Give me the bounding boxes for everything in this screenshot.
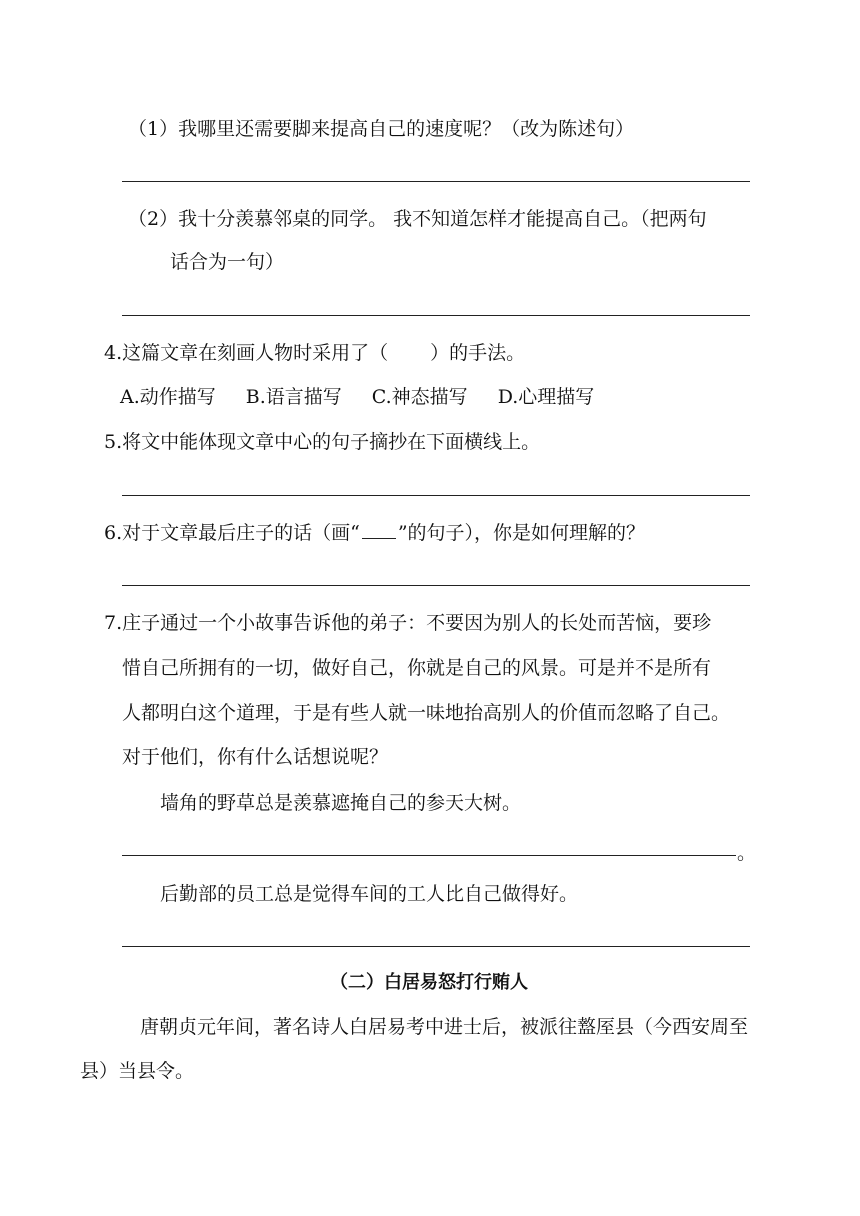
q7-prompt1: 墙角的野草总是羡慕遮掩自己的参天大树。 [160,792,522,814]
answer-line-q7-2 [122,946,750,947]
answer-line-q3-1 [122,181,750,182]
q7-text-line1: 7.庄子通过一个小故事告诉他的弟子：不要因为别人的长处而苦恼，要珍 [104,612,712,634]
q4-stem [104,340,525,366]
q4-option-c: C.神态描写 [371,386,468,408]
q7-prompt2: 后勤部的员工总是觉得车间的工人比自己做得好。 [160,883,579,905]
q4-option-b: B.语言描写 [245,386,342,408]
q4-option-a: A.动作描写 [120,386,216,408]
q5-stem: 5.将文中能体现文章中心的句子摘抄在下面横线上。 [104,431,541,453]
q3-sub2-text-line2: 话合为一句） [170,251,285,273]
q7-text-line3: 人都明白这个道理，于是有些人就一味地抬高别人的价值而忽略了自己。 [122,702,731,724]
q6-stem-before: 6.对于文章最后庄子的话（画“ [104,522,360,544]
q7-text-line4: 对于他们，你有什么话想说呢？ [122,746,389,768]
answer-line-q3-2 [122,315,750,316]
answer-line-q7-1 [122,855,736,856]
q7-prompt1-end-period: 。 [737,842,757,864]
q6-underline-mark [362,520,396,539]
q4-stem-after: ）的手法。 [430,342,526,364]
q6-stem-after: ”的句子），你是如何理解的？ [397,522,646,544]
q3-sub1-text: （1）我哪里还需要脚来提高自己的速度呢？（改为陈述句） [128,118,635,140]
section2-title: （二）白居易怒打行贿人 [330,972,528,993]
q4-stem-before: 4.这篇文章在刻画人物时采用了（ [104,342,389,364]
q4-option-d: D.心理描写 [497,386,595,408]
q6-stem [104,520,645,546]
answer-line-q6 [122,585,750,586]
q4-options [120,384,624,410]
section2-paragraph-line2: 县）当县令。 [80,1060,195,1082]
q7-text-line2: 惜自己所拥有的一切，做好自己，你就是自己的风景。可是并不是所有 [122,657,712,679]
section2-paragraph-line1: 唐朝贞元年间，著名诗人白居易考中进士后，被派往盩厔县（今西安周至 [140,1016,749,1038]
answer-line-q5 [122,495,750,496]
q3-sub2-text-line1: （2）我十分羡慕邻桌的同学。 我不知道怎样才能提高自己。（把两句 [128,208,707,230]
